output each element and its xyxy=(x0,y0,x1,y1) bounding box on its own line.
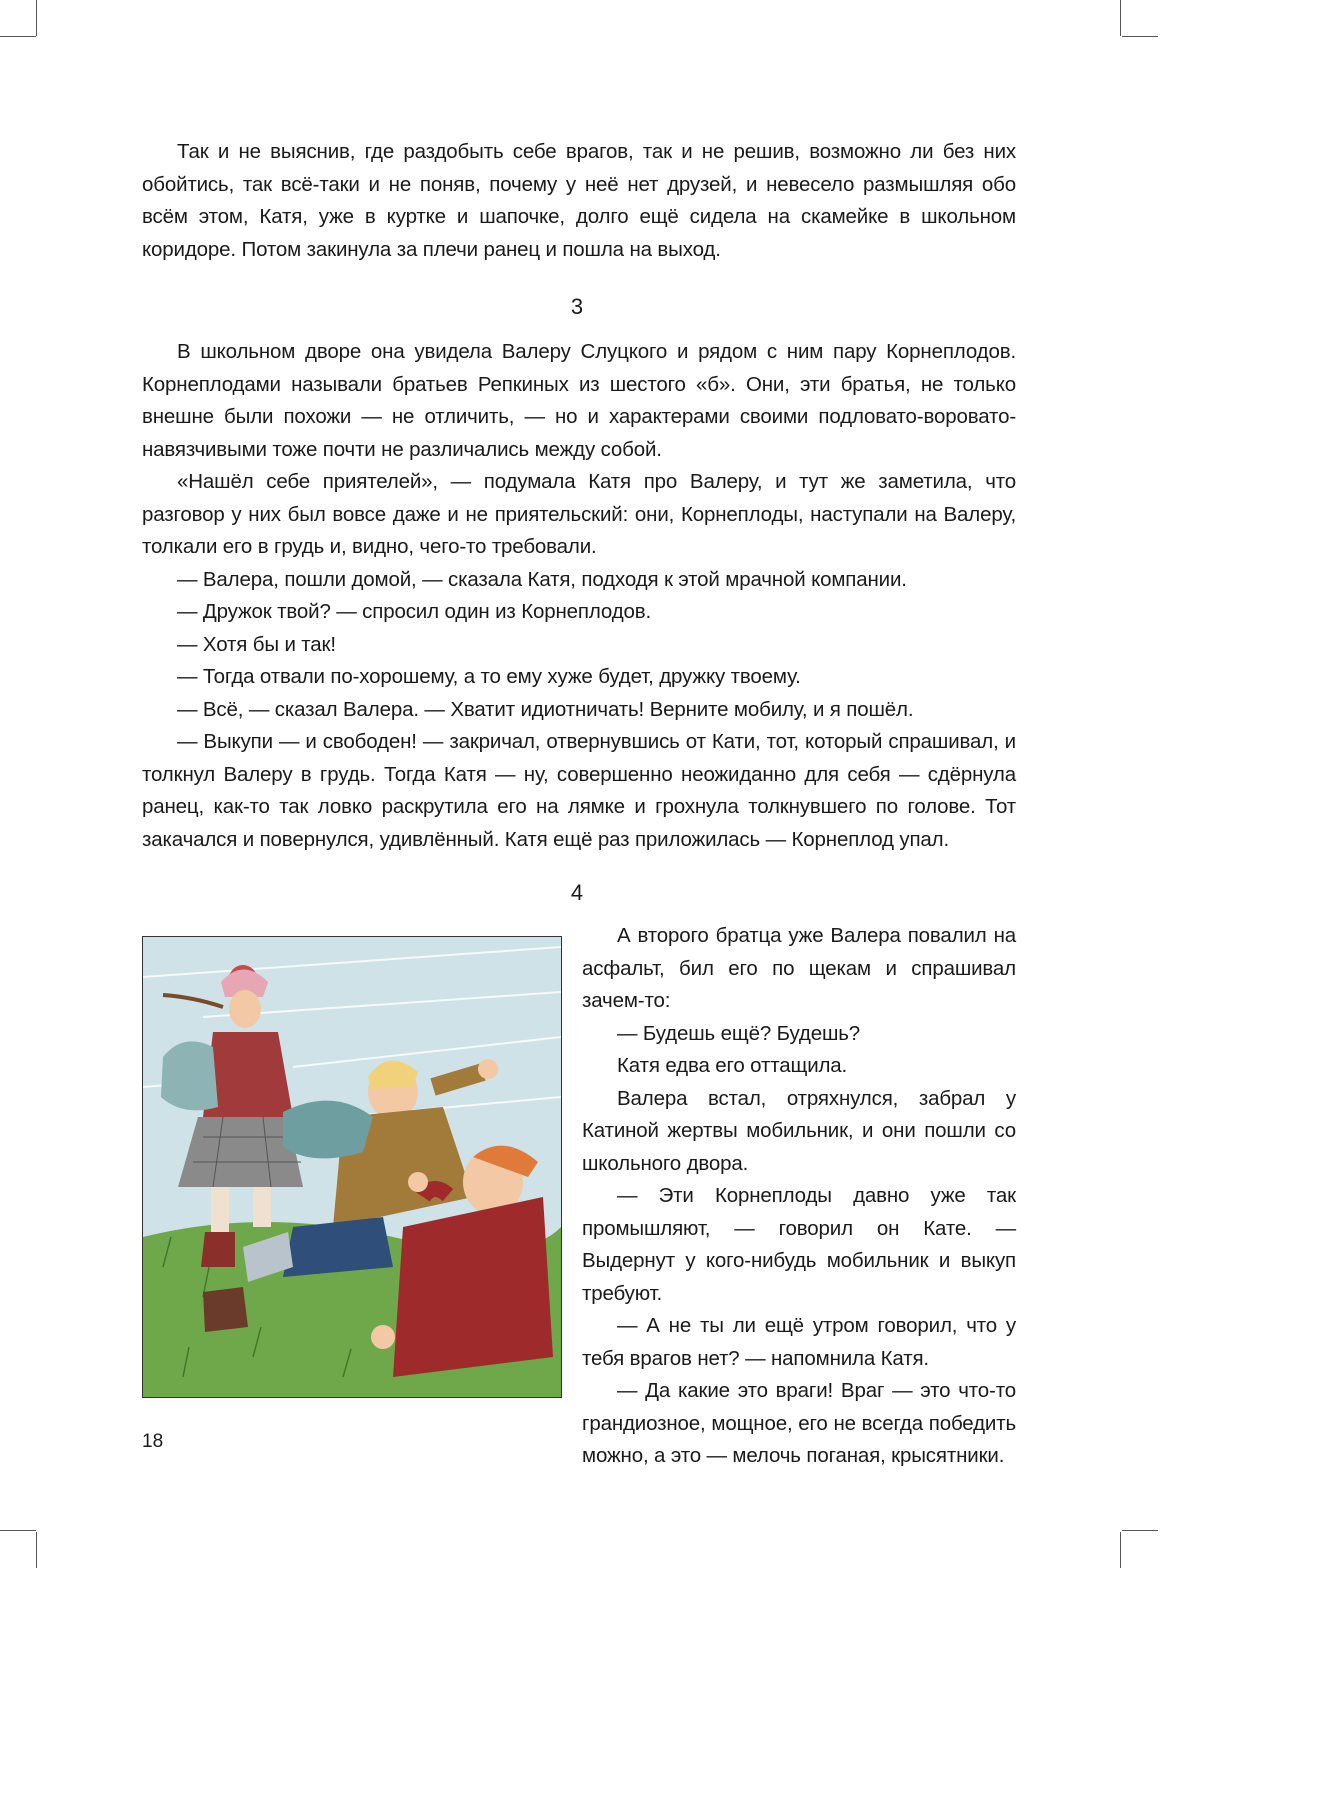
paragraph: — Дружок твой? — спросил один из Корнеплодов. xyxy=(177,600,652,623)
chapter-4-body xyxy=(582,920,1016,1473)
paragraph: — Эти Корнеплоды давно уже так промышляют, — говорил он Кате. — Выдернут у кого-нибудь мобильник и выкуп требуют. xyxy=(582,1184,1016,1305)
chapter-3-body xyxy=(142,336,1016,856)
paragraph: — Валера, пошли домой, — сказала Катя, подходя к этой мрачной компании. xyxy=(177,567,907,591)
intro-block xyxy=(142,136,1016,266)
crop-mark-bottom-left-h xyxy=(0,1530,36,1531)
paragraph: — Будешь ещё? Будешь? xyxy=(617,1021,861,1045)
paragraph: — А не ты ли ещё утром говорил, что у тебя врагов нет? — напомнила Катя. xyxy=(582,1314,1016,1370)
paragraph: В школьном дворе она увидела Валеру Слуцкого и рядом с ним пару Корнеплодов. Корнеплодами называли братьев Репкиных из шестого «б». Они, эти братья, не только внешне были похожи — не отличить, — но и характерами своими подловато-воровато-навязчивыми тоже почти не различались между собой. xyxy=(142,340,1016,461)
illustration-svg xyxy=(143,937,561,1397)
paragraph: — Хотя бы и так! xyxy=(177,632,336,656)
paragraph: — Выкупи — и свободен! — закричал, отвернувшись от Кати, тот, который спрашивал, и толкнул Валеру в грудь. Тогда Катя — ну, совершенно неожиданно для себя — сдёрнула ранец, как-то так ловко раскрутила его на лямке и грохнула толкнувшего по голове. Тот закачался и повернулся, удивлённый. Катя ещё раз приложилась — Корнеплод упал. xyxy=(142,730,1016,851)
page-number: 18 xyxy=(142,1431,164,1452)
paragraph: — Всё, — сказал Валера. — Хватит идиотничать! Верните мобилу, и я пошёл. xyxy=(177,697,914,721)
paragraph: Так и не выяснив, где раздобыть себе врагов, так и не решив, возможно ли без них обойтись, так всё-таки и не поняв, почему у неё нет друзей, и невесело размышляя обо всём этом, Катя, уже в куртке и шапочке, долго ещё сидела на скамейке в школьном коридоре. Потом закинула за плечи ранец и пошла на выход. xyxy=(142,140,1016,261)
chapter-number: 4 xyxy=(570,880,584,905)
crop-mark-top-left xyxy=(36,0,37,36)
paragraph: «Нашёл себе приятелей», — подумала Катя про Валеру, и тут же заметила, что разговор у них был вовсе даже и не приятельский: они, Корнеплоды, наступали на Валеру, толкали его в грудь и, видно, чего-то требовали. xyxy=(142,470,1016,558)
crop-mark-bottom-right-h xyxy=(1122,1530,1158,1531)
crop-mark-top-right-h xyxy=(1122,36,1158,37)
illustration-fight-scene xyxy=(142,936,562,1398)
paragraph: — Тогда отвали по-хорошему, а то ему хуже будет, дружку твоему. xyxy=(177,665,801,688)
paragraph: А второго братца уже Валера повалил на асфальт, бил его по щекам и спрашивал зачем-то: xyxy=(582,924,1016,1012)
crop-mark-top-right xyxy=(1120,0,1121,36)
chapter-number: 3 xyxy=(570,294,584,319)
paragraph: — Да какие это враги! Враг — это что-то грандиозное, мощное, его не всегда победить можно, а это — мелочь поганая, крысятники. xyxy=(582,1379,1016,1467)
paragraph: Валера встал, отряхнулся, забрал у Катиной жертвы мобильник, и они пошли со школьного двора. xyxy=(582,1086,1016,1175)
crop-mark-bottom-left xyxy=(36,1532,37,1568)
crop-mark-bottom-right xyxy=(1120,1532,1121,1568)
crop-mark-top-left-h xyxy=(0,36,36,37)
paragraph: Катя едва его оттащила. xyxy=(617,1054,848,1077)
